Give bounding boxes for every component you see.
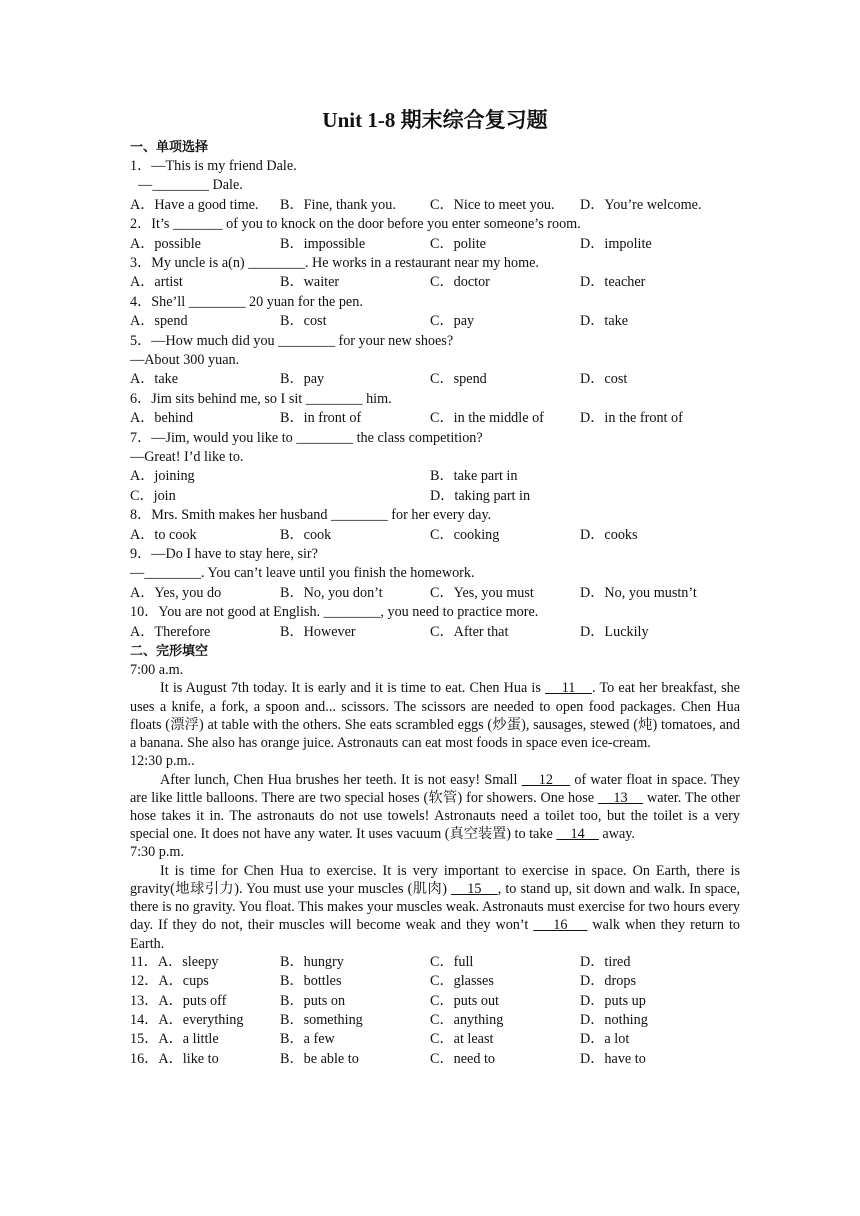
single-choice-questions xyxy=(130,157,740,642)
answer-option: B．However xyxy=(280,623,356,640)
passage-paragraph xyxy=(130,679,740,752)
answer-option: A．Therefore xyxy=(130,623,211,640)
exam-page xyxy=(130,104,740,1069)
answer-option: D．take xyxy=(580,313,629,330)
options-row xyxy=(130,312,740,331)
answer-option: C．polite xyxy=(430,235,486,252)
options-row xyxy=(130,1050,740,1069)
answer-option: D．nothing xyxy=(580,1012,648,1029)
answer-option: A．Have a good time. xyxy=(130,196,259,213)
answer-option: D．have to xyxy=(580,1050,646,1067)
answer-option: D．taking part in xyxy=(430,487,531,504)
answer-option: C．spend xyxy=(430,371,487,388)
passage-text: It is time for Chen Hua to exercise. It is very important to exercise in space. On Earth, there is gravity(地球引力). You must use your muscles (肌肉) xyxy=(130,862,740,898)
question-line: 3．My uncle is a(n) ________. He works in a restaurant near my home. xyxy=(130,255,539,271)
options-row xyxy=(130,467,740,486)
answer-option: D．in the front of xyxy=(580,410,683,427)
options-row xyxy=(130,370,740,389)
question-line: 2．It’s _______ of you to knock on the door before you enter someone’s room. xyxy=(130,216,581,233)
answer-option: A．behind xyxy=(130,410,194,427)
time-label: 7:00 a.m. xyxy=(130,661,184,678)
answer-option: C．join xyxy=(130,487,176,504)
passage-text: away. xyxy=(598,826,635,843)
question-line: 10．You are not good at English. ________, you need to practice more. xyxy=(130,604,539,621)
answer-option: D．Luckily xyxy=(580,623,649,640)
question-line: 1．—This is my friend Dale. xyxy=(130,158,297,174)
answer-option: C．After that xyxy=(430,623,509,640)
question-line: 8．Mrs. Smith makes her husband ________ for her every day. xyxy=(130,507,492,524)
options-row xyxy=(130,409,740,428)
answer-option: C．in the middle of xyxy=(430,410,544,427)
answer-option: C．full xyxy=(430,953,474,970)
passage-text: water. The other hose takes it in. The astronauts do not use towels! Astronauts need a toilet too, but the toilet is a very special one. It does not have any water. It uses vacuum (真空装置) to take xyxy=(130,789,740,843)
passage-text: After lunch, Chen Hua brushes her teeth. It is not easy! Small xyxy=(160,771,522,788)
answer-option: B．take part in xyxy=(430,468,518,485)
answer-option: D．impolite xyxy=(580,235,652,252)
answer-option: B．Fine, thank you. xyxy=(280,196,396,213)
question-line: 9．—Do I have to stay here, sir? xyxy=(130,545,318,562)
options-row xyxy=(130,953,740,972)
answer-option: B．cook xyxy=(280,526,332,543)
answer-option: C．need to xyxy=(430,1050,496,1067)
blank: 14 xyxy=(556,826,599,843)
answer-option: 12．A．cups xyxy=(130,973,209,990)
answer-option: B．something xyxy=(280,1012,363,1029)
time-label: 12:30 p.m.. xyxy=(130,753,195,770)
answer-option: C．puts out xyxy=(430,992,499,1009)
answer-option: C．glasses xyxy=(430,973,494,990)
cloze-options xyxy=(130,953,740,1069)
section-heading-single-choice: 一、单项选择 xyxy=(130,140,209,155)
answer-option: B．in front of xyxy=(280,410,362,427)
answer-option: C．at least xyxy=(430,1031,494,1048)
options-row xyxy=(130,1011,740,1030)
question-line: —Great! I’d like to. xyxy=(130,449,244,465)
answer-option: A．Yes, you do xyxy=(130,584,222,601)
answer-option: D．No, you mustn’t xyxy=(580,584,697,601)
cloze-passage xyxy=(130,661,740,953)
answer-option: C．doctor xyxy=(430,274,490,291)
options-row xyxy=(130,487,740,506)
passage-text: walk when they return to Earth. xyxy=(130,917,740,952)
answer-option: A．to cook xyxy=(130,526,197,543)
answer-option: C．cooking xyxy=(430,526,500,543)
answer-option: B．waiter xyxy=(280,274,340,291)
answer-option: B．impossible xyxy=(280,235,366,252)
answer-option: D．teacher xyxy=(580,274,646,291)
blank: 15 xyxy=(451,881,498,898)
answer-option: B．puts on xyxy=(280,992,346,1009)
answer-option: C．Yes, you must xyxy=(430,584,534,601)
question-line: 6．Jim sits behind me, so I sit ________ him. xyxy=(130,390,392,407)
answer-option: 16．A．like to xyxy=(130,1050,219,1067)
options-row xyxy=(130,623,740,642)
question-line: —________ Dale. xyxy=(138,177,243,194)
answer-option: B．pay xyxy=(280,371,325,388)
blank: 11 xyxy=(545,680,593,697)
answer-option: D．puts up xyxy=(580,992,646,1009)
question-line: 7．—Jim, would you like to ________ the class competition? xyxy=(130,429,483,446)
answer-option: 13．A．puts off xyxy=(130,992,227,1009)
answer-option: C．Nice to meet you. xyxy=(430,196,555,213)
options-row xyxy=(130,196,740,215)
options-row xyxy=(130,526,740,545)
answer-option: C．anything xyxy=(430,1012,504,1029)
answer-option: 15．A．a little xyxy=(130,1031,219,1048)
passage-text: . To eat her breakfast, she uses a knife, a fork, a spoon and... scissors. The scissors are needed to open food packages. Chen Hua floats (漂浮) at table with the others. She eats scrambled eggs (炒蛋), sausages, stewed (炖) tomatoes, and a banana. She also has orange juice. Astronauts can eat most foods in space even ice-cream. xyxy=(130,680,740,751)
answer-option: C．pay xyxy=(430,313,475,330)
options-row xyxy=(130,235,740,254)
answer-option: B．hungry xyxy=(280,953,344,970)
answer-option: 14．A．everything xyxy=(130,1012,244,1029)
answer-option: D．tired xyxy=(580,953,631,970)
blank: 12 xyxy=(521,771,571,788)
passage-paragraph xyxy=(130,771,740,844)
options-row xyxy=(130,273,740,292)
options-row xyxy=(130,972,740,991)
answer-option: D．You’re welcome. xyxy=(580,196,702,213)
answer-option: A．spend xyxy=(130,313,188,330)
options-row xyxy=(130,992,740,1011)
blank: 16 xyxy=(533,917,588,934)
answer-option: A．artist xyxy=(130,274,183,291)
answer-option: A．possible xyxy=(130,235,201,252)
answer-option: D．cost xyxy=(580,371,628,388)
time-label: 7:30 p.m. xyxy=(130,844,184,861)
passage-text: of water float in space. They are like little balloons. There are two special hoses (软管) for showers. One hose xyxy=(130,771,741,806)
answer-option: A．joining xyxy=(130,468,195,485)
answer-option: B．bottles xyxy=(280,973,342,990)
passage-paragraph xyxy=(130,862,740,953)
section-heading-cloze: 二、完形填空 xyxy=(130,643,209,659)
question-line: 4．She’ll ________ 20 yuan for the pen. xyxy=(130,293,363,310)
answer-option: A．take xyxy=(130,371,179,388)
passage-text: It is August 7th today. It is early and it is time to eat. Chen Hua is xyxy=(160,680,546,697)
answer-option: D．drops xyxy=(580,973,636,990)
blank: 13 xyxy=(597,789,644,806)
question-line: —________. You can’t leave until you finish the homework. xyxy=(130,565,475,582)
answer-option: B．be able to xyxy=(280,1050,359,1067)
options-row xyxy=(130,584,740,603)
question-line: 5．—How much did you ________ for your new shoes? xyxy=(130,332,454,349)
page-title: Unit 1-8 期末综合复习题 xyxy=(322,108,548,132)
answer-option: B．a few xyxy=(280,1031,335,1048)
answer-option: B．No, you don’t xyxy=(280,584,383,601)
answer-option: 11．A．sleepy xyxy=(130,953,219,970)
answer-option: D．cooks xyxy=(580,526,638,543)
options-row xyxy=(130,1030,740,1049)
question-line: —About 300 yuan. xyxy=(130,352,240,368)
passage-text: , to stand up, sit down and walk. In space, there is no gravity. You float. This makes your muscles weak. Astronauts must exercise for two hours every day. If they do not, their muscles will become weak and they won’t xyxy=(130,881,740,934)
answer-option: B．cost xyxy=(280,313,327,330)
answer-option: D．a lot xyxy=(580,1031,630,1048)
